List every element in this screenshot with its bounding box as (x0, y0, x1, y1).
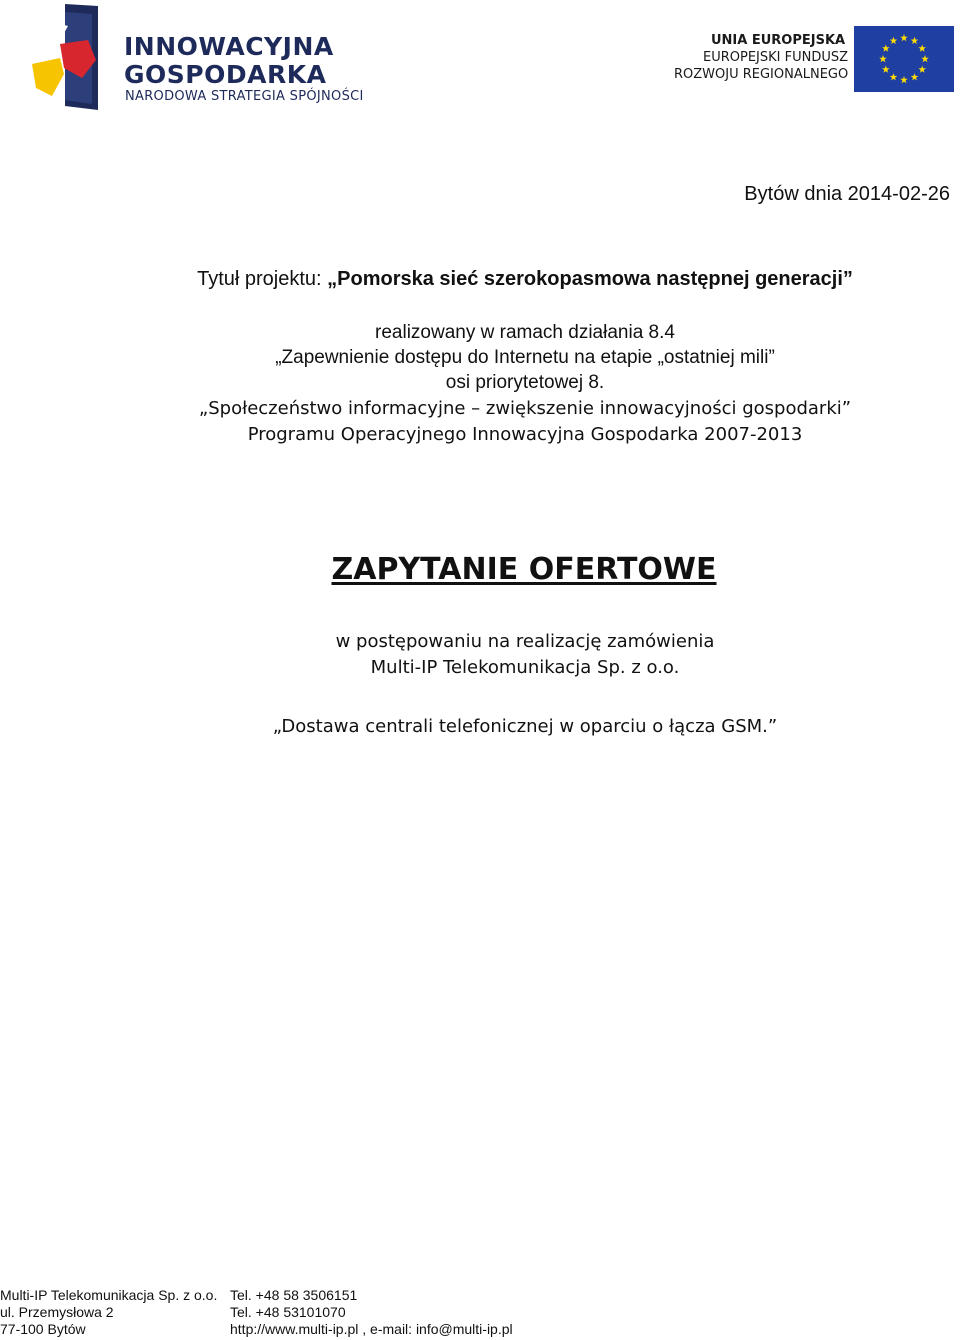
procedure-line-2: Multi-IP Telekomunikacja Sp. z o.o. (370, 657, 680, 678)
footer-street: ul. Przemysłowa 2 (0, 1304, 114, 1320)
footer-contact (230, 1287, 513, 1338)
ig-logo-line2: GOSPODARKA (124, 60, 327, 89)
footer-web-email[interactable]: http://www.multi-ip.pl , e-mail: info@multi-ip.pl (230, 1321, 513, 1337)
eu-logo-line3: ROZWOJU REGIONALNEGO (674, 67, 849, 82)
program-line-2: „Zapewnienie dostępu do Internetu na etapie „ostatniej mili” (275, 347, 775, 368)
program-line-5: Programu Operacyjnego Innowacyjna Gospodarka 2007-2013 (247, 424, 803, 445)
project-title-label: Tytuł projektu: (197, 268, 328, 290)
program-line-4: „Społeczeństwo informacyjne – zwiększenie innowacyjności gospodarki” (198, 398, 852, 419)
project-title (0, 268, 960, 291)
footer-phone-2: Tel. +48 53101070 (230, 1304, 346, 1320)
ig-emblem-icon (30, 4, 102, 112)
procedure-line-1: w postępowaniu na realizację zamówienia (335, 631, 715, 652)
eu-logo-line1: UNIA EUROPEJSKA (711, 33, 846, 48)
footer-address (0, 1287, 217, 1338)
footer-city: 77-100 Bytów (0, 1321, 86, 1337)
program-line-1: realizowany w ramach działania 8.4 (375, 322, 675, 343)
ig-logo-line3: NARODOWA STRATEGIA SPÓJNOŚCI (125, 89, 364, 104)
document-date: Bytów dnia 2014-02-26 (744, 183, 950, 205)
innowacyjna-gospodarka-logo (30, 4, 370, 112)
eu-logo-line2: EUROPEJSKI FUNDUSZ (703, 50, 849, 65)
footer-phone-1: Tel. +48 58 3506151 (230, 1287, 358, 1303)
order-subject: „Dostawa centrali telefonicznej w oparciu o łącza GSM.” (272, 716, 778, 737)
eu-logo-text (674, 32, 854, 83)
footer-company: Multi-IP Telekomunikacja Sp. z o.o. (0, 1287, 218, 1303)
program-line-3: osi priorytetowej 8. (445, 372, 605, 393)
eu-flag-icon (854, 26, 954, 92)
page-heading: ZAPYTANIE OFERTOWE (331, 552, 717, 587)
ig-logo-line1: INNOWACYJNA (124, 32, 334, 61)
project-title-name: „Pomorska sieć szerokopasmowa następnej generacji” (327, 268, 853, 290)
